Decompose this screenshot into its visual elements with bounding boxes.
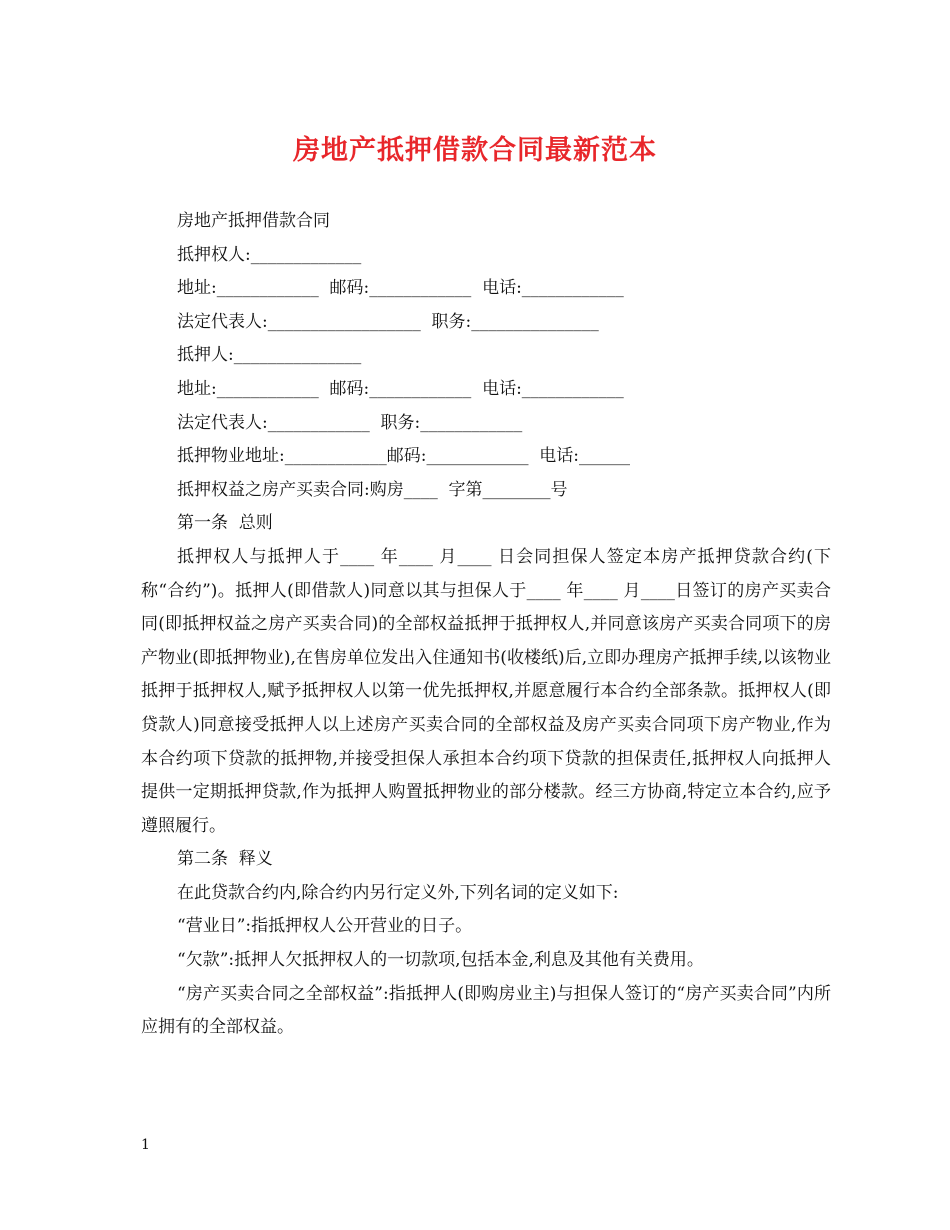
article-1-heading: 第一条 总则 [177, 513, 273, 534]
contract-name-line: 房地产抵押借款合同 [177, 211, 330, 231]
property-address-line: 抵押物业地址:____________邮码:____________ 电话:______ [177, 446, 630, 467]
definition-sale-contract-rights: “房产买卖合同之全部权益”:指抵押人(即购房业主)与担保人签订的“房产买卖合同”内所应拥有的全部权益。 [141, 983, 831, 1038]
article-2-intro: 在此贷款合约内,除合约内另行定义外,下列名词的定义如下: [177, 882, 619, 903]
mortgagee-address-line: 地址:____________ 邮码:____________ 电话:____________ [177, 278, 624, 299]
document-body [141, 205, 831, 1045]
article-1-paragraph: 抵押权人与抵押人于____ 年____ 月____ 日会同担保人签定本房产抵押贷款合约(下称“合约”)。抵押人(即借款人)同意以其与担保人于____ 年____ 月____日签订的房产买卖合同(即抵押权益之房产买卖合同)的全部权益抵押于抵押权人,并同意该房产买卖合同项下的房产物业(即抵押物业),在售房单位发出入住通知书(收楼纸)后,立即办理房产抵押手续,以该物业抵押于抵押权人,赋予抵押权人以第一优先抵押权,并愿意履行本合约全部条款。抵押权人(即贷款人)同意接受抵押人以上述房产买卖合同的全部权益及房产买卖合同项下房产物业,作为本合约项下贷款的抵押物,并接受担保人承担本合约项下贷款的担保责任,抵押权人向抵押人提供一定期抵押贷款,作为抵押人购置抵押物业的部分楼款。经三方协商,特定立本合约,应予遵照履行。 [141, 546, 831, 836]
document-title: 房地产抵押借款合同最新范本 [293, 135, 657, 166]
sale-contract-line: 抵押权益之房产买卖合同:购房____ 字第________号 [177, 479, 568, 500]
mortgagor-representative-line: 法定代表人:____________ 职务:____________ [177, 412, 523, 433]
mortgagee-line: 抵押权人:_____________ [177, 244, 362, 265]
mortgagor-line: 抵押人:_______________ [177, 345, 362, 366]
definition-debt: “欠款”:抵押人欠抵押权人的一切款项,包括本金,利息及其他有关费用。 [177, 950, 704, 971]
article-2-heading: 第二条 释义 [177, 849, 273, 870]
page-number: 1 [141, 1137, 150, 1153]
mortgagee-representative-line: 法定代表人:__________________ 职务:_______________ [177, 311, 599, 332]
definition-business-day: “营业日”:指抵押权人公开营业的日子。 [177, 916, 473, 937]
mortgagor-address-line: 地址:____________ 邮码:____________ 电话:____________ [177, 378, 624, 399]
